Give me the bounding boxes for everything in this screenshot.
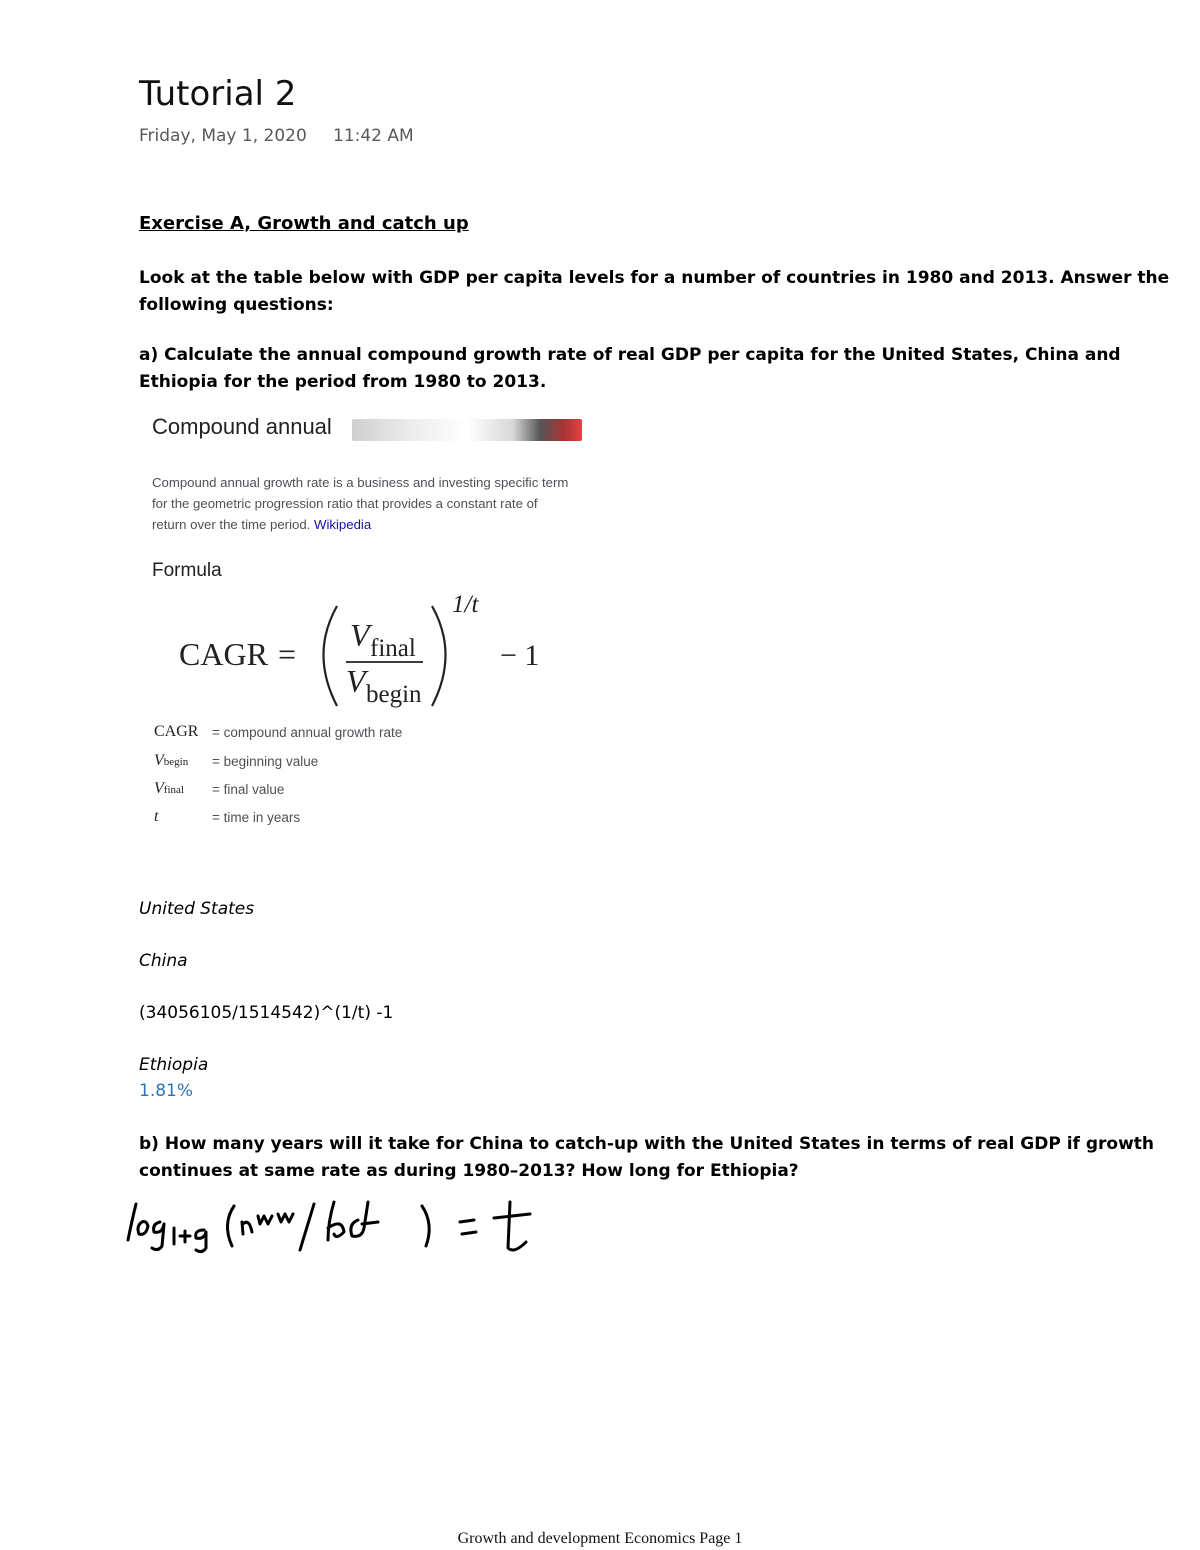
country-china: China [139,951,188,971]
legend-meaning: = beginning value [212,754,319,769]
snippet-description-text: Compound annual growth rate is a business and investing specific term for the geometric progression ratio that provides a constant rate of return over the time period. [152,475,569,532]
formula-label: Formula [152,560,222,581]
formula-minus-one: − 1 [500,639,540,672]
formula-eq: = [278,636,297,672]
legend-meaning: = time in years [212,810,301,825]
page-title: Tutorial 2 [139,74,297,114]
china-calculation: (34056105/1514542)^(1/t) -1 [139,1003,394,1023]
snippet-heading: Compound annual [152,414,332,439]
cagr-formula [170,588,570,718]
question-b: b) How many years will it take for China to catch-up with the United States in terms of real GDP if growth continues at same rate as during 1980–2013? How long for Ethiopia? [139,1134,1155,1181]
right-paren [432,606,446,706]
page-footer: Growth and development Economics Page 1 [457,1530,743,1547]
legend-subscript: begin [163,756,189,768]
legend-row-t [154,808,301,826]
snippet-description [152,472,572,535]
legend-row-vfinal [154,780,285,798]
legend-symbol: V [154,752,164,769]
wikipedia-link[interactable]: Wikipedia [314,517,372,532]
exercise-intro: Look at the table below with GDP per capita levels for a number of countries in 1980 and 2013. Answer the following questions: [139,268,1170,315]
formula-exponent: 1/t [452,591,479,618]
ethiopia-growth-rate: 1.81% [139,1081,194,1101]
formula-lhs: CAGR [179,636,268,672]
legend-row-cagr [154,723,403,741]
numerator-sub: final [370,635,416,662]
question-a: a) Calculate the annual compound growth rate of real GDP per capita for the United States, China and Ethiopia for the period from 1980 to 2013. [139,345,1121,392]
denominator-var: V [346,663,366,699]
legend-meaning: = compound annual growth rate [212,725,403,740]
country-ethiopia: Ethiopia [139,1055,209,1075]
legend-symbol: CAGR [154,723,199,740]
legend-symbol: t [154,808,159,825]
legend-subscript: final [163,784,184,796]
page-time: 11:42 AM [333,126,414,146]
legend-symbol: V [154,780,164,797]
legend-meaning: = final value [212,782,285,797]
page-date: Friday, May 1, 2020 [139,126,307,146]
handwritten-formula [122,1192,552,1267]
legend-row-vbegin [154,752,319,770]
denominator-sub: begin [366,681,422,708]
country-us: United States [139,899,255,919]
left-paren [324,606,338,706]
snippet-photo-strip [352,419,582,441]
numerator-var: V [350,617,370,653]
exercise-heading: Exercise A, Growth and catch up [139,213,469,234]
cagr-snippet-image [140,410,590,840]
